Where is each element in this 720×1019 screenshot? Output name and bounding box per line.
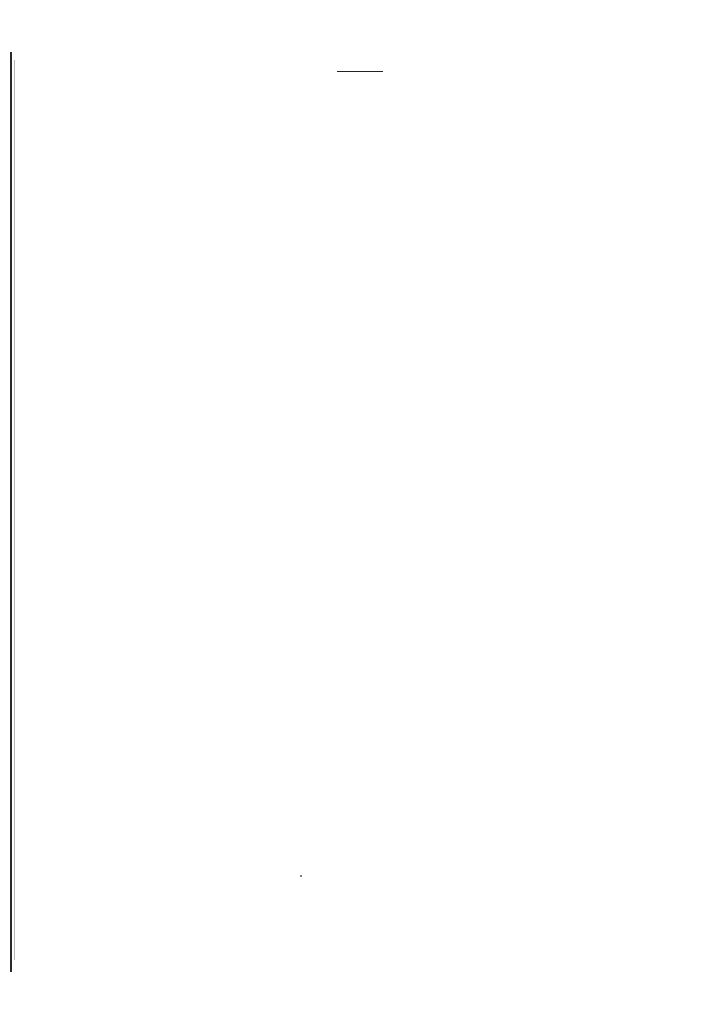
section-february-22 <box>90 683 598 700</box>
page-number <box>337 70 383 72</box>
footnote-separator-dot <box>300 875 302 877</box>
binding-edge-shadow <box>14 60 15 960</box>
binding-edge <box>10 52 12 972</box>
section-first-line <box>90 683 598 700</box>
